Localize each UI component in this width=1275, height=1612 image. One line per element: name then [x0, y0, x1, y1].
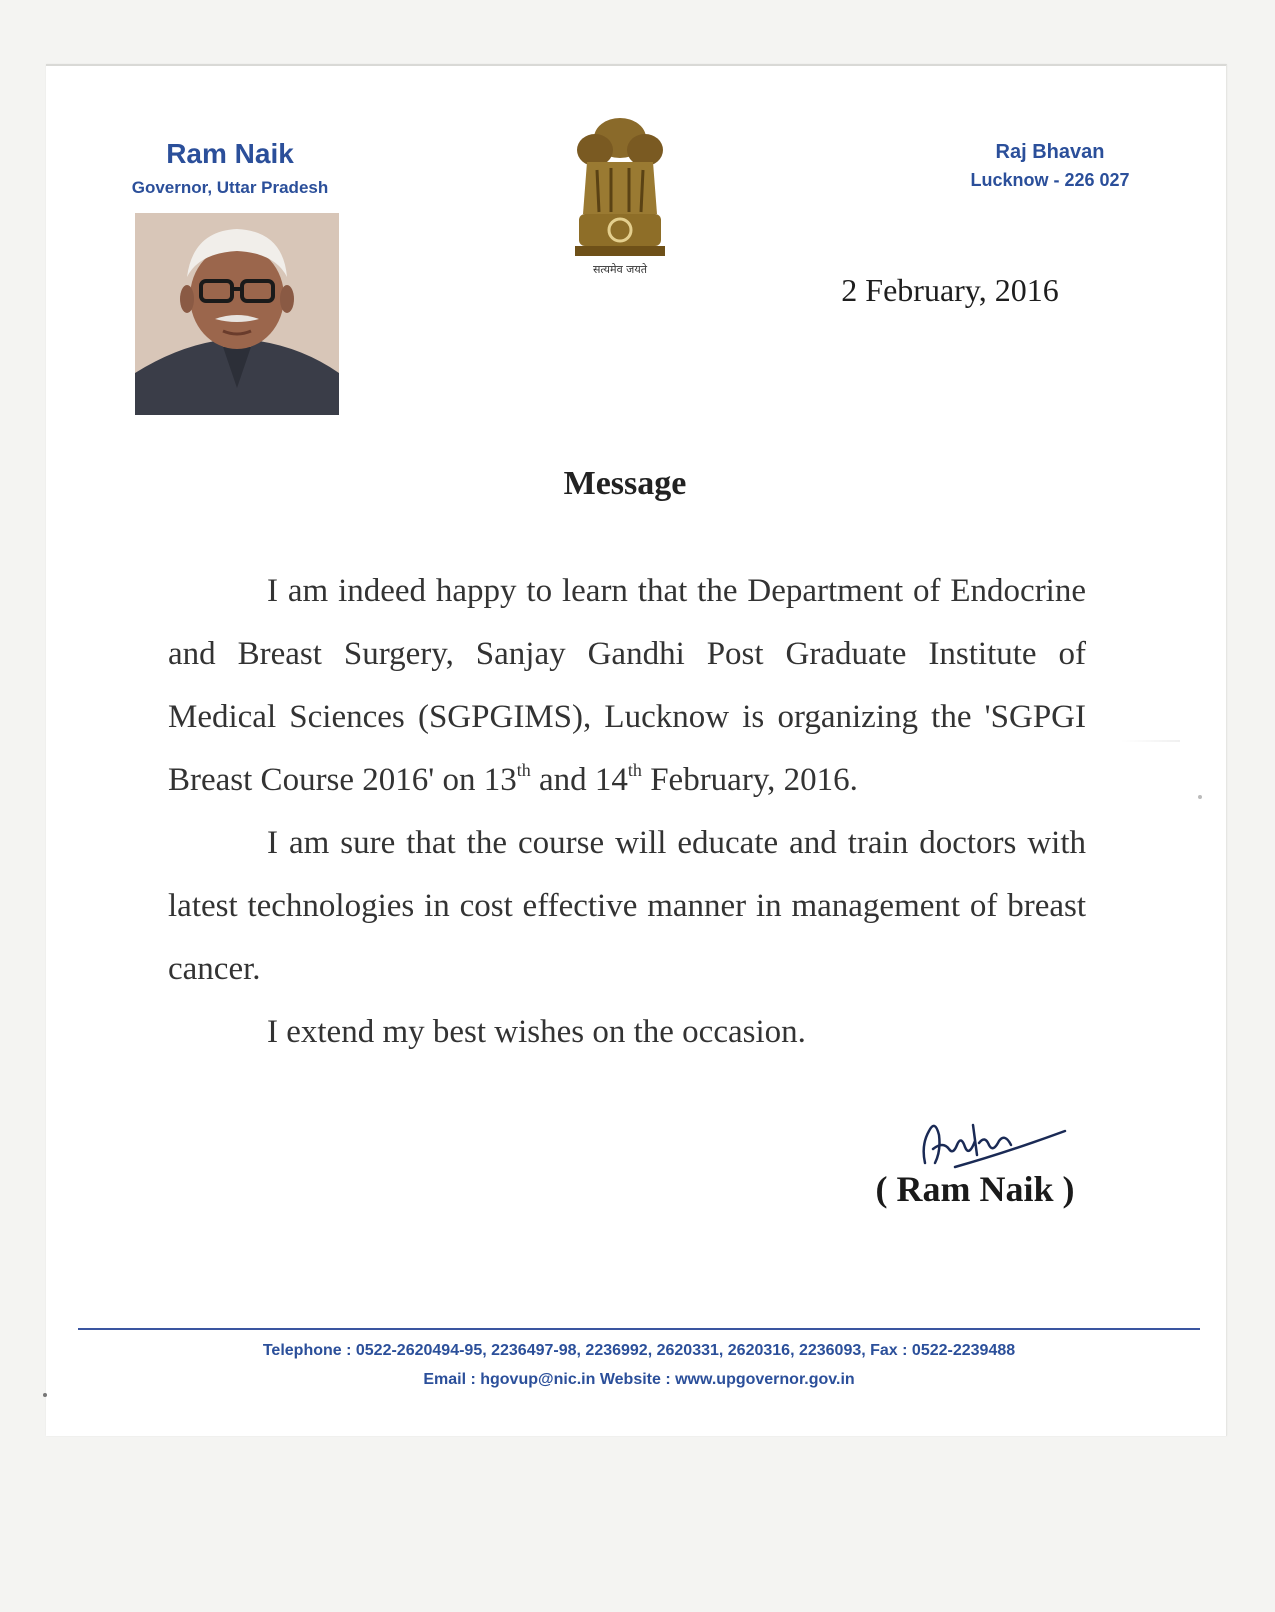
signatory-name: ( Ram Naik )	[875, 1169, 1075, 1209]
footer-telephone: Telephone : 0522-2620494-95, 2236497-98, 2236992, 2620331, 2620316, 2236093, Fax : 0522-2239488	[262, 1342, 1016, 1359]
emblem-motto: सत्यमेव जयते	[592, 263, 647, 276]
letter-date: 2 February, 2016	[841, 272, 1059, 308]
governor-photo	[135, 213, 339, 415]
message-paragraph-1	[168, 560, 1086, 812]
scan-speck	[1198, 795, 1202, 799]
paragraph-1-text-end: February, 2016.	[641, 762, 858, 798]
paper-crease	[1120, 740, 1180, 742]
governor-name: Ram Naik	[166, 138, 294, 169]
governor-designation: Governor, Uttar Pradesh	[131, 178, 329, 197]
paragraph-1-text-mid: and 14	[530, 762, 628, 798]
message-heading: Message	[563, 465, 687, 502]
paragraph-1-text: I am indeed happy to learn that the Department of Endocrine and Breast Surgery, Sanjay Gandhi Post Graduate Institute of Medical Sciences (SGPGIMS), Lucknow is organizing the 'SGPGI Breast Course 2016' on 13	[168, 573, 1086, 798]
message-body	[168, 560, 1086, 1064]
message-paragraph-3: I extend my best wishes on the occasion.	[267, 1014, 806, 1050]
ordinal-suffix: th	[516, 760, 531, 780]
ordinal-suffix: th	[627, 760, 642, 780]
office-address: Lucknow - 226 027	[970, 170, 1130, 190]
message-paragraph-2: I am sure that the course will educate and train doctors with latest technologies in cost effective manner in management of breast cancer.	[168, 825, 1086, 987]
scan-speck	[43, 1393, 47, 1397]
office-name: Raj Bhavan	[995, 141, 1105, 163]
national-emblem	[565, 112, 675, 292]
footer-email-website: Email : hgovup@nic.in Website : www.upgovernor.gov.in	[423, 1371, 855, 1388]
footer-divider	[78, 1328, 1200, 1330]
